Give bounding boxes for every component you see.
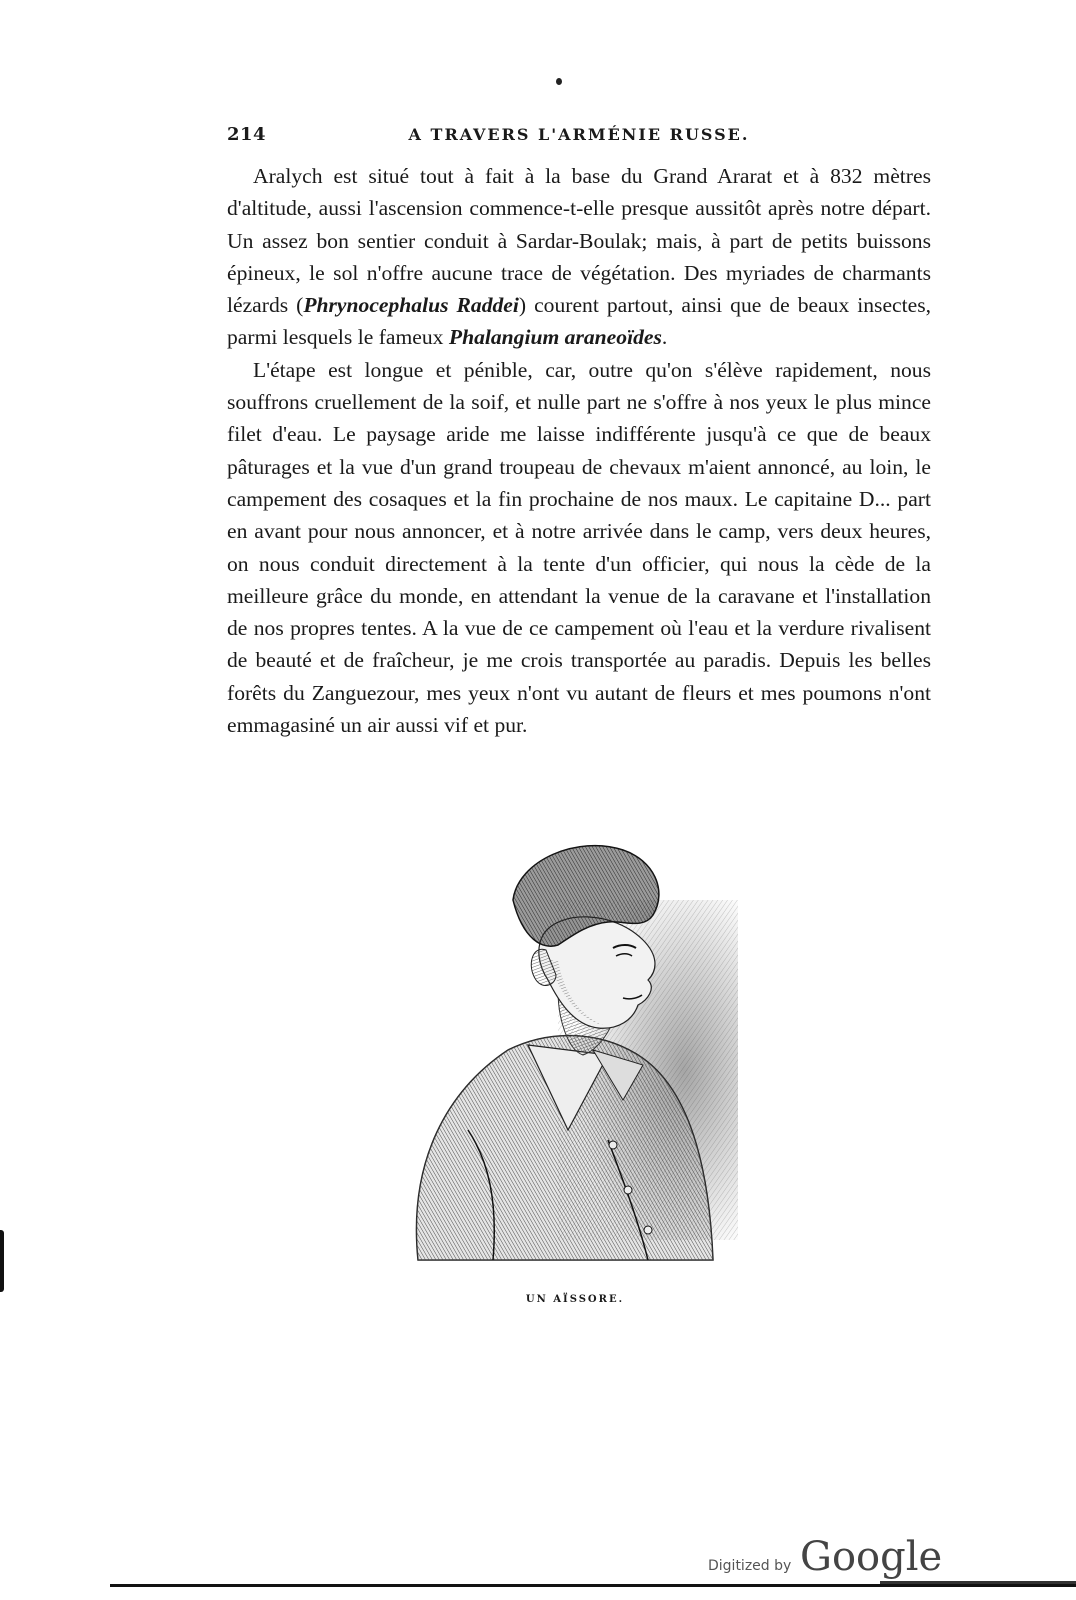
- running-head: [227, 124, 931, 148]
- engraving-portrait: [408, 840, 738, 1280]
- paragraph-1: [227, 160, 931, 354]
- watermark-brand: Google: [800, 1534, 943, 1580]
- figure-caption: UN AÏSSORE.: [525, 1294, 625, 1305]
- page-number: 214: [227, 124, 267, 145]
- scan-edge-line: [110, 1584, 1076, 1587]
- scan-edge-line-2: [880, 1581, 1076, 1584]
- scan-edge-mark: [0, 1230, 4, 1292]
- body-text: [227, 160, 931, 741]
- watermark-prefix: Digitized by: [708, 1558, 792, 1574]
- paragraph-1-text-b: ) courent partout, ainsi que de beaux insectes, parmi lesquels le fameux: [227, 293, 931, 350]
- species-name-insect: Phalangium araneoïdes: [448, 325, 662, 350]
- ink-dot: [556, 78, 562, 85]
- portrait-illustration: [408, 840, 738, 1280]
- paragraph-1-text-c: .: [661, 325, 668, 350]
- digitized-watermark: [708, 1532, 943, 1582]
- paragraph-2: L'étape est longue et pénible, car, outre qu'on s'élève rapidement, nous souffrons cruellement de la soif, et nulle part ne s'offre à nos yeux le plus mince filet d'eau. Le paysage aride me laisse indifférente jusqu'à ce que de beaux pâturages et la vue d'un grand troupeau de chevaux m'aient annoncé, au loin, le campement des cosaques et la fin prochaine de nos maux. Le capitaine D... part en avant pour nous annoncer, et à notre arrivée dans le camp, vers deux heures, on nous conduit directement à la tente d'un officier, qui nous la cède de la meilleure grâce du monde, en attendant la venue de la caravane et l'installation de nos propres tentes. A la vue de ce campement où l'eau et la verdure rivalisent de beauté et de fraîcheur, je me crois transportée au paradis. Depuis les belles forêts du Zanguezour, mes yeux n'ont vu autant de fleurs et mes poumons n'ont emmagasiné un air aussi vif et pur.: [227, 357, 931, 738]
- running-title: A TRAVERS L'ARMÉNIE RUSSE.: [408, 125, 750, 144]
- paragraph-1-text-a: Aralych est situé tout à fait à la base du Grand Ararat et à 832 mètres d'altitude, aussi l'ascension commence-t-elle presque aussitôt après notre départ. Un assez bon sentier conduit à Sardar-Boulak; mais, à part de petits buissons épineux, le sol n'offre aucune trace de végétation. Des myriades de charmants lézards (: [227, 164, 931, 318]
- species-name-lizard: Phrynocephalus Raddei: [303, 293, 519, 318]
